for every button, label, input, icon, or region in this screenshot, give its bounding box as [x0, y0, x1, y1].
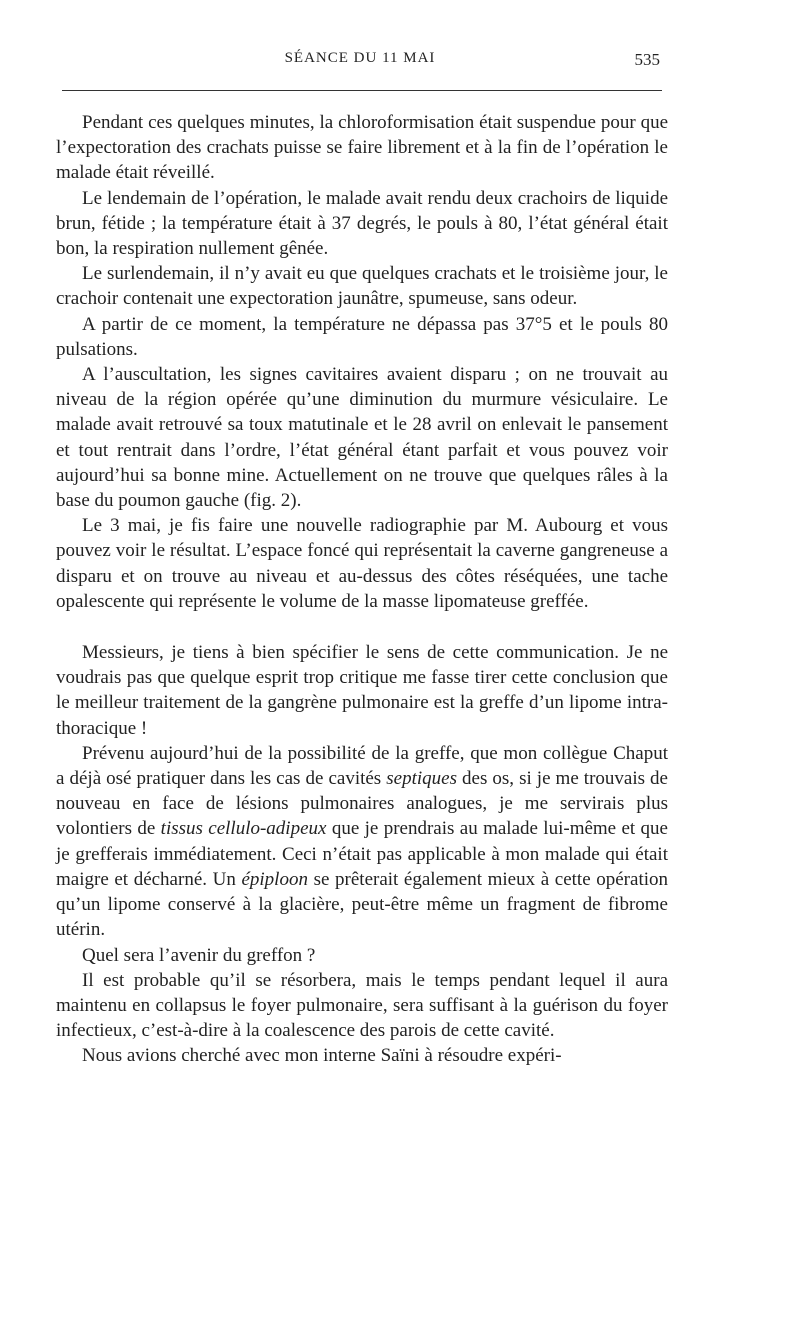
text-run: Prévenu aujourd’hui de la possibilité de la greffe, que mon collègue Chaput a déjà osé pratiquer dans les cas de cavités [56, 742, 668, 790]
italic-term: tissus cellulo-adipeux [160, 818, 327, 840]
paragraph: Pendant ces quelques minutes, la chloroformisation était suspendue pour que l’expectoration des crachats puisse se faire librement et à la fin de l’opération le malade était réveillé. [56, 112, 668, 184]
paragraph: A l’auscultation, les signes cavitaires avaient disparu ; on ne trouvait au niveau de la région opérée qu’une diminution du murmure vésiculaire. Le malade avait retrouvé sa toux matutinale et le 28 avril on enlevait le pansement et tout rentrait dans l’ordre, l’état général étant parfait et vous pouvez voir aujourd’hui sa bonne mine. Actuellement on ne trouve que quelques râles à la base du poumon gauche (fig. 2). [56, 364, 668, 512]
text-run: que je prendrais au malade lui-même et que je grefferais immédiatement. Ceci n’était pas applicable à mon malade qui était maigre et décharné. Un [56, 818, 668, 890]
paragraph: Nous avions cherché avec mon interne Saïni à résoudre expéri- [82, 1045, 562, 1067]
italic-term: épiploon [241, 868, 308, 890]
paragraph: A partir de ce moment, la température ne dépassa pas 37°5 et le pouls 80 pulsations. [56, 313, 668, 360]
text-run: se prêterait également mieux à cette opération qu’un lipome conservé à la glacière, peut-être même un fragment de fibrome utérin. [56, 868, 669, 941]
paragraph [56, 741, 668, 943]
paragraph: Le lendemain de l’opération, le malade avait rendu deux crachoirs de liquide brun, fétide ; la température était à 37 degrés, le pouls à 80, l’état général était bon, la respiration nullement gênée. [56, 187, 668, 260]
paragraph: Le 3 mai, je fis faire une nouvelle radiographie par M. Aubourg et vous pouvez voir le résultat. L’espace foncé qui représentait la caverne gangreneuse a disparu et on trouve au niveau et au-dessus des côtes réséquées, une tache opalescente qui représente le volume de la masse lipomateuse greffée. [56, 515, 668, 612]
paragraph: Quel sera l’avenir du greffon ? [82, 944, 316, 966]
body-text [56, 110, 668, 1069]
text-run: des os, si je me trouvais de nouveau en face de lésions pulmonaires analogues, je me servirais plus volontiers de [56, 768, 668, 840]
running-header [60, 50, 660, 80]
header-rule [62, 90, 662, 91]
paragraph: Messieurs, je tiens à bien spécifier le sens de cette communication. Je ne voudrais pas que quelque esprit trop critique me fasse tirer cette conclusion que le meilleur traitement de la gangrène pulmonaire est la greffe d’un lipome intra-thoracique ! [56, 642, 668, 739]
paragraph: Le surlendemain, il n’y avait eu que quelques crachats et le troisième jour, le crachoir contenait une expectoration jaunâtre, spumeuse, sans odeur. [56, 263, 668, 310]
page-number: 535 [634, 50, 660, 69]
italic-term: septiques [386, 768, 457, 790]
running-title: SÉANCE DU 11 MAI [284, 50, 436, 66]
paragraph: Il est probable qu’il se résorbera, mais le temps pendant lequel il aura maintenu en collapsus le foyer pulmonaire, sera suffisant à la guérison du foyer infectieux, c’est-à-dire à la coalescence des parois de cette cavité. [56, 969, 668, 1042]
